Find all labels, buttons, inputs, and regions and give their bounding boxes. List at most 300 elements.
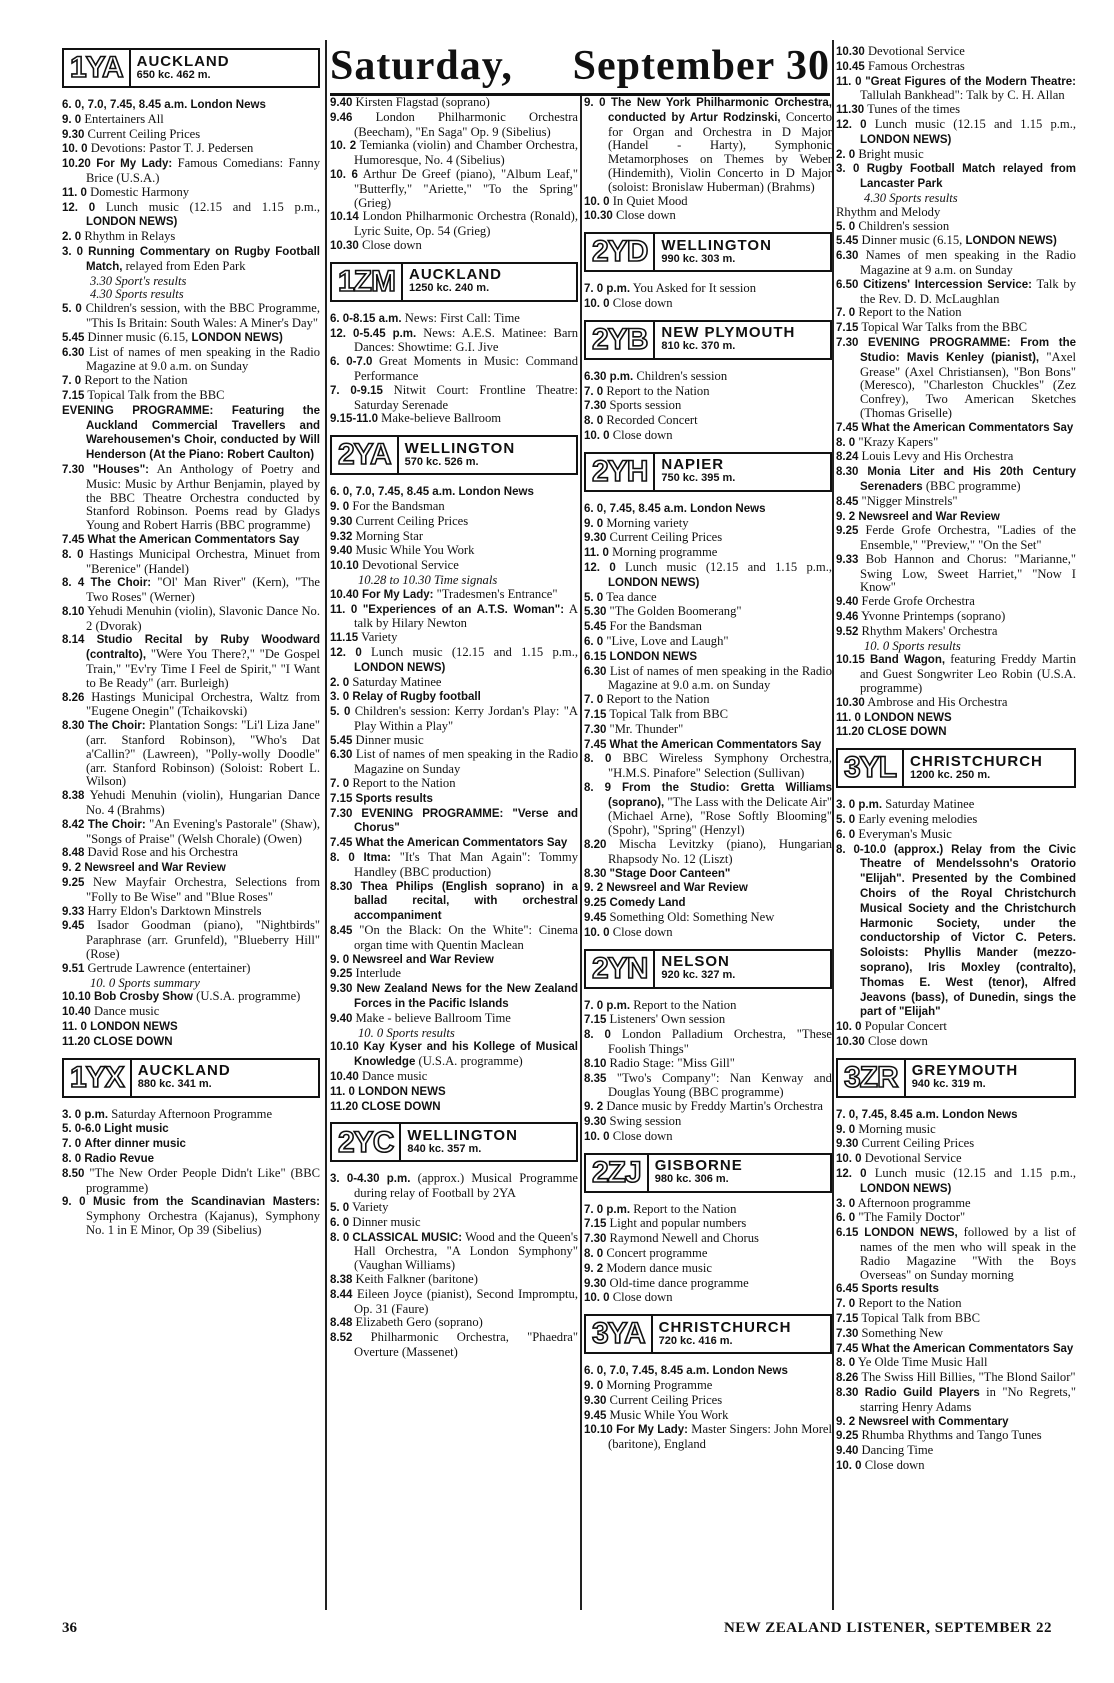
schedule-entry	[584, 1394, 832, 1409]
entry-text: Dance music	[93, 1004, 160, 1019]
entry-highlight: LONDON NEWS,	[864, 1227, 958, 1240]
entry-text: Children's session	[858, 218, 950, 233]
entry-time: 8.20	[584, 839, 607, 852]
entry-highlight: LONDON NEWS	[358, 1085, 446, 1098]
entry-time: 10. 2	[330, 140, 357, 153]
entry-text: Mischa Levitzky (piano), Hungarian Rhapsody No. 12 (Liszt)	[608, 837, 832, 866]
entry-text: Dinner music	[352, 1214, 421, 1229]
entry-text: Variety	[361, 630, 398, 645]
entry-time: 10.40	[330, 1071, 359, 1084]
entry-time: 8.42	[62, 818, 85, 831]
entry-highlight: Comedy Land	[609, 897, 686, 910]
entry-time: 7.30	[836, 1327, 859, 1340]
schedule-entry	[330, 676, 578, 691]
entry-time: 8. 0	[584, 1248, 604, 1261]
schedule-entry	[836, 1312, 1076, 1327]
entry-time: 10. 0	[62, 143, 88, 156]
entry-time: 5. 0	[584, 591, 604, 604]
entry-time: 9.25	[584, 897, 607, 910]
schedule-note: 10.28 to 10.30 Time signals	[358, 572, 498, 587]
entry-time: 5.30	[584, 606, 607, 619]
schedule-entry	[330, 515, 578, 530]
entry-time: 7. 0, 7.45, 8.45 a.m.	[836, 1108, 939, 1121]
schedule-entry	[62, 576, 320, 605]
entry-time: 11.20	[330, 1100, 359, 1113]
entry-highlight: "Stage Door Canteen"	[609, 867, 731, 880]
entry-time: 3. 0 p.m.	[62, 1108, 109, 1121]
entry-time: 10.30	[836, 696, 865, 709]
station-logo: 2YC	[338, 1125, 394, 1159]
entry-time: 9.40	[836, 1445, 859, 1458]
entry-time: 2. 0	[836, 148, 856, 161]
schedule-entry	[836, 436, 1076, 451]
entry-time: 10.10	[584, 1424, 613, 1437]
entry-text: Arthur De Greef (piano), "Album Leaf," "Butterfly," "Ariette," "To the Spring" (Grieg)	[354, 166, 578, 210]
entry-text: Plantation Songs: "Li'l Liza Jane" (arr. Stanford Robinson), "Who's Dat a'Callin?" (Lawreen), "Polly-wolly Doodle" (arr. Stanford Robinson) (Soloist: Robert L. Wilson)	[86, 718, 321, 789]
entry-time: 7.15	[584, 1218, 607, 1231]
station-frequency: 810 kc. 370 m.	[661, 340, 736, 353]
entry-text: "Two's Company": Nan Kenway and Douglas Young (BBC programme)	[608, 1070, 832, 1100]
entry-text: Close down	[612, 1128, 673, 1143]
schedule-entry	[836, 278, 1076, 307]
entry-time: 8.35	[584, 1072, 607, 1085]
schedule-entry	[62, 346, 320, 375]
entry-time: 6.15	[584, 650, 607, 663]
entry-time: 6.45	[836, 1283, 859, 1296]
entry-text: Raymond Newell and Chorus	[609, 1231, 759, 1246]
entry-text: Close down	[867, 1034, 928, 1048]
entry-text: Variety	[352, 1200, 389, 1214]
schedule-entry	[584, 546, 832, 561]
entry-text: Yehudi Menuhin (violin), Slavonic Dance No. 2 (Dvorak)	[86, 603, 320, 633]
entry-highlight: LONDON NEWS	[864, 711, 952, 724]
schedule-entry	[584, 502, 832, 517]
entry-time: 7. 0	[584, 385, 604, 398]
entry-highlight: LONDON NEWS	[609, 650, 698, 663]
schedule-entry	[836, 798, 1076, 813]
entry-text: Lunch music (12.15 and 1.15 p.m.,	[371, 644, 578, 659]
entry-time: 5. 0-6.0	[62, 1123, 101, 1136]
station-banner	[584, 452, 832, 492]
entry-text: Famous Comedians: Fanny Brice (U.S.A.)	[86, 156, 320, 185]
station-info	[397, 437, 516, 473]
station-logo: 3YL	[844, 751, 897, 785]
entry-time: 11.20	[836, 726, 865, 739]
schedule-entry	[584, 1262, 832, 1277]
station-banner	[584, 1153, 832, 1193]
schedule-entry	[584, 1277, 832, 1292]
entry-highlight: Newsreel with Commentary	[858, 1415, 1009, 1428]
entry-time: 5. 0	[330, 706, 351, 719]
station-frequency: 840 kc. 357 m.	[407, 1143, 482, 1155]
entry-time: 10.14	[330, 211, 359, 224]
schedule-entry	[62, 876, 320, 905]
schedule-entry	[62, 302, 320, 331]
entry-text: "An Evening's Pastorale" (Shaw), "Songs of Praise" (Welsh Chorale) (Owen)	[86, 816, 321, 846]
entry-text: Report to the Nation	[633, 997, 737, 1012]
entry-time: 5. 0	[836, 220, 856, 233]
entry-text: "Mr. Thunder"	[609, 721, 684, 736]
station-logo: 3ZR	[844, 1060, 898, 1094]
entry-time: 10. 0	[584, 297, 610, 310]
schedule-entry	[836, 553, 1076, 595]
entry-time: 10. 0	[836, 1153, 862, 1166]
station-banner	[584, 1314, 832, 1354]
entry-text: A talk by Hilary Newton	[354, 601, 578, 631]
schedule-entry	[584, 429, 832, 444]
entry-highlight: Newsreel and War Review	[606, 882, 748, 895]
entry-text: Old-time dance programme	[609, 1275, 749, 1290]
entry-time: 11.15	[330, 632, 359, 645]
entry-text: David Rose and his Orchestra	[87, 845, 238, 860]
entry-text: News: First Call: Time	[404, 310, 520, 325]
station-city: GISBORNE	[654, 1157, 743, 1175]
entry-highlight: LONDON NEWS)	[354, 661, 446, 674]
schedule-entry	[836, 1152, 1076, 1167]
entry-text: New Mayfair Orchestra, Selections from "Folly to Be Wise" and "Blue Roses"	[86, 875, 320, 904]
entry-time: 9.33	[836, 553, 859, 566]
entry-text: Morning Star	[355, 528, 424, 543]
entry-highlight: New Zealand News for the New Zealand Forces in the Pacific Islands	[354, 983, 578, 1011]
schedule-entry	[330, 588, 578, 603]
entry-text: "On the Black: On the White": Cinema organ time with Quentin Maclean	[354, 923, 578, 952]
schedule-note: 4.30 Sports results	[90, 287, 184, 302]
schedule-entry	[584, 665, 832, 694]
entry-time: 6. 0-7.0	[330, 356, 373, 369]
schedule-entry	[62, 905, 320, 920]
schedule-entry	[836, 1108, 1076, 1123]
schedule-entry	[330, 705, 578, 734]
schedule-entry	[584, 96, 832, 195]
entry-text: Domestic Harmony	[90, 184, 190, 199]
station-city: GREYMOUTH	[911, 1062, 1019, 1080]
entry-time: 7. 0-9.15	[330, 384, 383, 397]
schedule-entry	[584, 591, 832, 606]
entry-text: Interlude	[355, 966, 402, 981]
entry-highlight: London News	[690, 502, 766, 515]
entry-time: 11.20	[62, 1035, 91, 1048]
entry-time: 10.30	[836, 1036, 865, 1048]
entry-highlight: EVENING PROGRAMME: From the Studio: Mavis Kenley (pianist),	[860, 336, 1076, 364]
entry-text: Early evening melodies	[858, 812, 978, 827]
entry-highlight: CLOSE DOWN	[93, 1035, 173, 1048]
entry-text: Philharmonic Orchestra, "Phaedra" Overture (Massenet)	[354, 1330, 579, 1359]
entry-highlight: For My Lady:	[96, 158, 173, 171]
entry-time: 9.33	[62, 905, 85, 918]
entry-time: 9.52	[836, 625, 859, 638]
schedule-entry	[330, 792, 578, 807]
entry-time: 10. 0	[584, 926, 610, 939]
entry-text: Yehudi Menuhin (violin), Hungarian Dance No. 4 (Brahms)	[86, 788, 320, 818]
entry-text: Concerto for Organ and Orchestra in D Major (Handel - Harty), Symphonic Metamorphoses on Themes by Weber (Hindemith), Violin Concerto in D Major (soloist: Bronislaw Huberman) (Brahms)	[608, 109, 832, 194]
entry-time: 9. 2	[836, 510, 856, 523]
station-city: NEW PLYMOUTH	[661, 324, 796, 342]
schedule-note: 4.30 Sports results	[864, 190, 958, 205]
schedule-entry	[836, 60, 1076, 75]
schedule-entry	[330, 111, 578, 140]
schedule-note: 10. 0 Sports summary	[90, 975, 200, 990]
schedule-entry	[836, 813, 1076, 828]
entry-time: 8.45	[836, 495, 859, 508]
entry-highlight: Running Commentary on Rugby Football Match,	[86, 245, 320, 273]
entry-time: 8.10	[584, 1057, 607, 1070]
entry-text: Music While You Work	[609, 1407, 729, 1422]
entry-time: 7.45	[330, 837, 353, 850]
schedule-entry	[62, 990, 320, 1005]
entry-time: 10. 0	[584, 1130, 610, 1143]
entry-text: Children's session	[636, 368, 728, 383]
entry-time: 3. 0-4.30 p.m.	[330, 1173, 411, 1186]
entry-highlight: CLOSE DOWN	[361, 1100, 441, 1113]
entry-highlight: Rugby Football Match relayed from Lancaster Park	[860, 163, 1076, 191]
entry-time: 9.30	[584, 532, 607, 545]
entry-time: 8.52	[330, 1332, 353, 1345]
station-logo: 3YA	[592, 1317, 645, 1351]
schedule-entry	[62, 389, 320, 404]
entry-text: (BBC programme)	[925, 478, 1021, 493]
entry-text: Dinner music	[355, 732, 424, 747]
schedule-entry	[584, 926, 832, 941]
entry-text: Rhythm Makers' Orchestra	[861, 623, 998, 638]
entry-text: Harry Eldon's Darktown Minstrels	[87, 903, 262, 918]
schedule-entry	[62, 142, 320, 157]
schedule-entry	[584, 385, 832, 400]
entry-time: 10.10	[330, 1041, 359, 1054]
station-logo: 2YN	[592, 951, 648, 985]
schedule-entry	[62, 1167, 320, 1196]
schedule-entry	[330, 210, 578, 239]
entry-text: "Tradesmen's Entrance"	[436, 586, 558, 601]
station-banner	[836, 1058, 1076, 1098]
entry-time: 5.45	[62, 331, 85, 344]
schedule-entry	[584, 867, 832, 882]
entry-time: 9.30	[330, 515, 353, 528]
entry-highlight: Relay of Rugby football	[352, 691, 481, 704]
entry-time: 9. 2	[584, 882, 604, 895]
entry-time: 7. 0	[62, 375, 82, 388]
schedule-entry	[62, 1108, 320, 1123]
entry-text: Recorded Concert	[606, 413, 698, 428]
entry-time: 7.30	[836, 336, 859, 349]
schedule-entry	[836, 249, 1076, 278]
schedule-entry	[584, 1203, 832, 1218]
entry-time: 8.44	[330, 1288, 353, 1301]
schedule-entry	[62, 1137, 320, 1152]
station-logo: 2YA	[338, 438, 391, 472]
entry-time: 10.30	[836, 46, 865, 58]
schedule-note: 10. 0 Sports results	[358, 1025, 455, 1040]
schedule-entry	[836, 421, 1076, 436]
station-frequency: 980 kc. 306 m.	[654, 1173, 729, 1186]
entry-time: 8. 0-10.0	[836, 843, 887, 856]
schedule-entry	[584, 370, 832, 385]
entry-time: 6.30	[62, 346, 85, 359]
entry-highlight: Band Wagon,	[869, 654, 946, 667]
entry-text: Tea dance	[606, 589, 657, 604]
entry-text: You Asked for It session	[632, 281, 756, 296]
entry-time: 8.30	[584, 867, 607, 880]
entry-time: 9.30	[584, 1394, 607, 1407]
column-divider	[325, 40, 327, 1610]
schedule-entry	[62, 1152, 320, 1167]
schedule-entry	[330, 1316, 578, 1331]
entry-highlight: Newsreel and War Review	[84, 862, 226, 875]
schedule-entry	[836, 696, 1076, 711]
schedule-entry	[836, 206, 1076, 220]
entry-time: 7.15	[330, 792, 353, 805]
entry-text: Saturday Afternoon Programme	[111, 1106, 273, 1121]
entry-time: 9.46	[330, 111, 353, 124]
entry-text: Popular Concert	[864, 1019, 947, 1034]
entry-highlight: After dinner music	[84, 1138, 186, 1151]
schedule-entry	[62, 404, 320, 463]
station-info	[129, 50, 230, 86]
station-frequency: 880 kc. 341 m.	[137, 1078, 212, 1091]
entry-time: 7.30	[584, 723, 607, 736]
entry-time: 9. 2	[584, 1101, 604, 1114]
entry-time: 3. 0	[836, 1197, 856, 1210]
schedule-entry	[330, 1085, 578, 1100]
entry-time: 9.30	[330, 983, 353, 996]
schedule-entry	[330, 327, 578, 356]
station-banner	[584, 232, 832, 272]
entry-text: Report to the Nation	[352, 776, 456, 791]
entry-time: 9. 0	[584, 517, 604, 530]
entry-time: 9.40	[330, 1012, 353, 1025]
entry-highlight: For My Lady:	[361, 588, 434, 601]
entry-time: 6.30	[330, 749, 353, 762]
entry-time: 12. 0	[584, 561, 616, 574]
schedule-entry	[836, 1282, 1076, 1297]
entry-time: 6. 0	[836, 828, 856, 841]
entry-time: 12. 0	[836, 118, 867, 131]
schedule-entry	[836, 45, 1076, 60]
schedule-entry	[836, 336, 1076, 421]
station-logo: 2YD	[592, 235, 648, 269]
entry-highlight: London News	[190, 99, 266, 111]
schedule-entry	[836, 1035, 1076, 1050]
entry-time: 10.40	[330, 588, 359, 601]
schedule-entry	[62, 633, 320, 690]
entry-time: 7.15	[584, 708, 607, 721]
entry-time: 7. 0	[62, 1138, 82, 1151]
schedule-entry	[62, 1035, 320, 1050]
page-number: 36	[62, 1620, 77, 1636]
entry-text: Current Ceiling Prices	[355, 513, 469, 528]
station-logo: 1YA	[70, 51, 123, 85]
schedule-entry	[330, 1231, 578, 1273]
station-frequency: 1200 kc. 250 m.	[910, 768, 991, 781]
schedule-entry	[584, 752, 832, 781]
entry-text: Rhumba Rhythms and Tango Tunes	[861, 1428, 1042, 1443]
entry-text: Ye Olde Time Music Hall	[857, 1355, 988, 1370]
schedule-entry	[836, 220, 1076, 235]
entry-highlight: What the American Commentators Say	[609, 738, 822, 751]
schedule-entry	[836, 843, 1076, 1021]
station-banner	[836, 748, 1076, 788]
entry-text: Saturday Matinee	[352, 674, 442, 689]
entry-time: 10.30	[330, 239, 359, 252]
entry-text: Ambrose and His Orchestra	[867, 694, 1008, 709]
schedule-entry	[62, 789, 320, 818]
entry-time: 7.45	[836, 421, 859, 434]
station-info	[904, 1060, 1019, 1096]
schedule-entry	[62, 245, 320, 275]
schedule-entry	[836, 1327, 1076, 1342]
entry-time: 12. 0	[62, 201, 96, 214]
entry-text: Hastings Municipal Orchestra, Waltz from "Eugene Onegin" (Tchaikovski)	[86, 689, 320, 719]
entry-highlight: LONDON NEWS)	[608, 576, 700, 589]
entry-time: 8.45	[330, 925, 353, 938]
station-info	[653, 454, 735, 490]
entry-time: 8. 9	[584, 781, 611, 794]
entry-text: "It's That Man Again": Tommy Handley (BBC production)	[354, 850, 578, 879]
schedule-entry	[584, 517, 832, 532]
schedule-entry	[836, 1020, 1076, 1035]
schedule-entry	[836, 1459, 1076, 1474]
station-logo: 2YB	[592, 322, 648, 356]
entry-time: 7. 0 p.m.	[584, 283, 631, 296]
schedule-entry	[836, 524, 1076, 553]
entry-time: 11. 0	[836, 711, 861, 724]
entry-highlight: Radio Revue	[84, 1152, 155, 1165]
schedule-entry	[330, 734, 578, 749]
schedule-entry	[584, 195, 832, 210]
entry-text: Names of men speaking in the Radio Magazine at 9 a.m. on Sunday	[860, 248, 1076, 277]
column-3	[584, 96, 832, 1452]
entry-time: 9. 0	[584, 1380, 604, 1392]
station-info	[653, 951, 735, 987]
schedule-entry	[62, 230, 320, 245]
schedule-entry	[584, 1072, 832, 1101]
schedule-entry	[62, 1005, 320, 1020]
entry-time: 10.45	[836, 60, 865, 73]
entry-text: Symphony Orchestra (Kajanus), Symphony No. 1 in E Minor, Op 39 (Sibelius)	[86, 1209, 320, 1237]
entry-text: "Were You There?," "De Gospel Train," "Ev'ry Time I Feel de Spirit," "I Want to Be Ready" (arr. Burleigh)	[86, 647, 320, 690]
schedule-entry	[584, 1379, 832, 1394]
entry-time: 9.51	[62, 962, 85, 975]
schedule-entry	[62, 846, 320, 861]
entry-highlight: "Houses":	[92, 463, 149, 476]
entry-time: 7. 0	[836, 307, 856, 320]
entry-text: Topical War Talks from the BBC	[861, 320, 1028, 335]
schedule-entry	[584, 1057, 832, 1072]
entry-text: Close down	[361, 237, 422, 252]
entry-highlight: "Great Figures of the Modern Theatre:	[865, 75, 1076, 88]
column-1	[62, 40, 320, 1238]
entry-text: Dance music by Freddy Martin's Orchestra	[606, 1099, 823, 1114]
schedule-entry	[584, 1409, 832, 1424]
entry-text: Entertainers All	[84, 111, 164, 126]
entry-highlight: Sports results	[861, 1283, 939, 1296]
entry-text: Ferde Grofe Orchestra, "Ladies of the Ensemble," "Preview," "On the Set"	[860, 523, 1077, 553]
schedule-entry	[330, 500, 578, 515]
entry-time: 7.45	[584, 738, 607, 751]
schedule-entry	[330, 807, 578, 837]
entry-highlight: LONDON NEWS)	[965, 235, 1057, 248]
entry-text: "The Family Doctor"	[858, 1210, 966, 1225]
entry-text: Something New	[861, 1325, 944, 1340]
schedule-entry	[330, 851, 578, 880]
schedule-entry	[836, 1371, 1076, 1386]
entry-time: 9.30	[584, 1116, 607, 1129]
entry-text: London Palladium Orchestra, "These Foolish Things"	[608, 1027, 833, 1057]
entry-time: 8.30	[330, 880, 353, 893]
entry-time: 7. 0	[584, 694, 604, 707]
schedule-entry	[584, 1115, 832, 1130]
schedule-entry	[836, 711, 1076, 726]
entry-time: 8.38	[62, 790, 85, 803]
